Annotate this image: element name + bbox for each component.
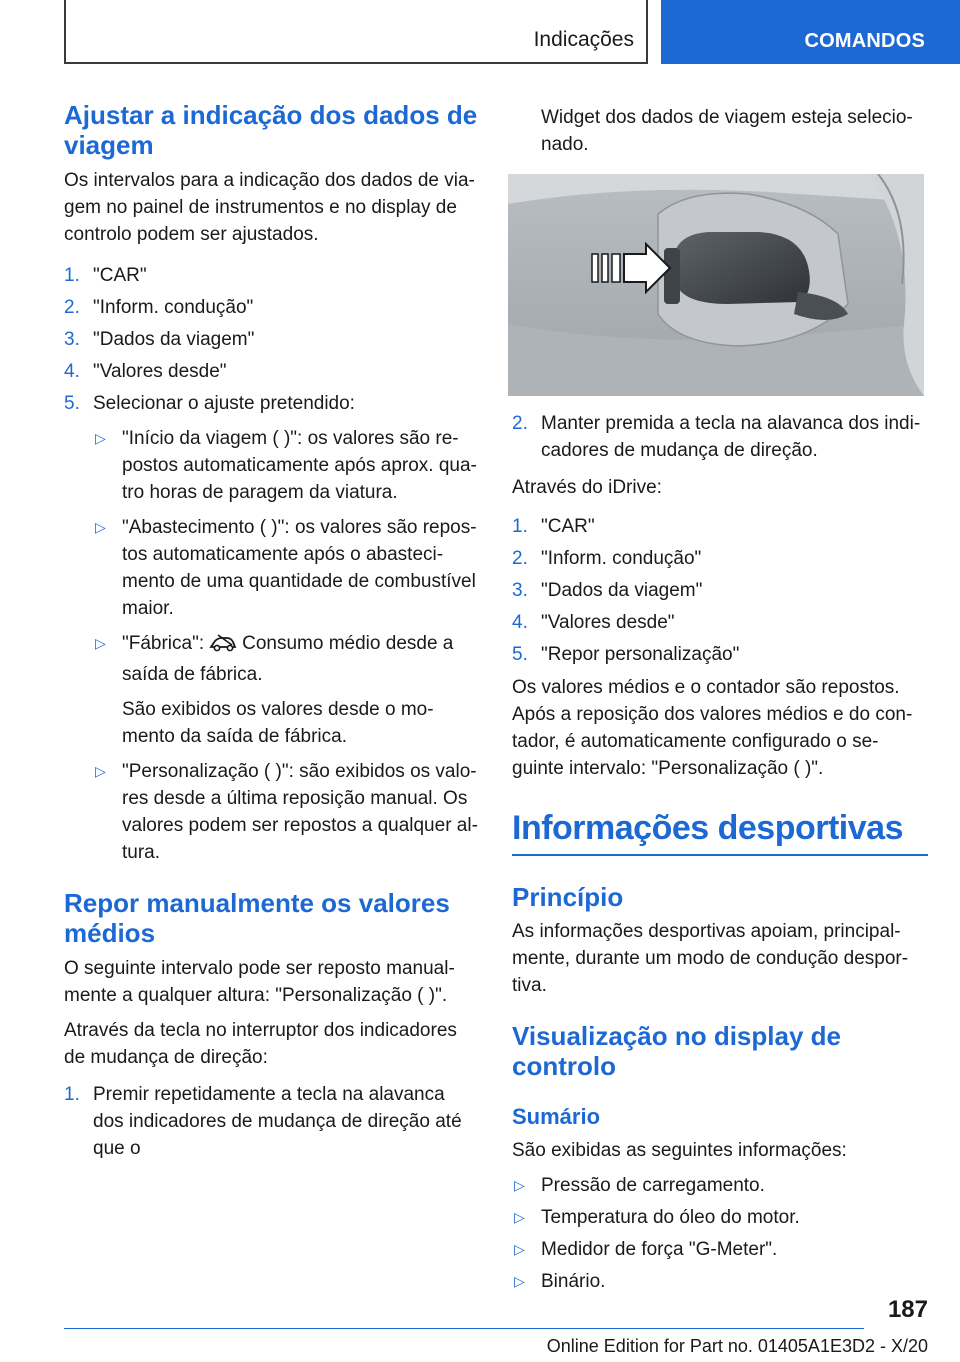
list-item: [64, 294, 480, 321]
paragraph-switch: Através da tecla no interruptor dos indicadores de mudança de direção:: [64, 1020, 457, 1068]
bullet-triangle-icon: ▷: [95, 763, 106, 779]
list-item: [512, 1236, 928, 1263]
options-list: [64, 425, 480, 866]
step-text: "Repor personalização": [541, 644, 740, 665]
step-text: Manter premida a tecla na alavanca dos indi-cadores de mudança de direção.: [541, 413, 921, 461]
bullet-triangle-icon: ▷: [95, 635, 106, 651]
bullet-triangle-icon: ▷: [514, 1273, 525, 1289]
option-refuel: "Abastecimento ( )": os valores são repos-tos automaticamente após o abasteci-mento de uma quantidade de combustível maior.: [122, 517, 477, 619]
header-section-title: Indicações: [533, 28, 634, 51]
step-number: 2.: [64, 297, 80, 318]
list-item: [512, 1204, 928, 1231]
heading-principle: Princípio: [512, 882, 624, 912]
page-number: 187: [887, 1296, 928, 1323]
option-factory-detail: São exibidos os valores desde o mo-mento da saída de fábrica.: [122, 699, 434, 747]
list-item: [512, 545, 928, 572]
steps-list-switch: [64, 1081, 480, 1162]
header-section-tab: [64, 0, 648, 64]
header-chapter-title: COMANDOS: [804, 30, 925, 52]
heading-sport-info: Informações desportivas: [512, 808, 928, 856]
header-chapter-tab: [661, 0, 960, 64]
step-number: 1.: [64, 1084, 80, 1105]
step-number: 2.: [512, 413, 528, 434]
footer-divider: [64, 1328, 864, 1329]
list-item: [64, 358, 480, 385]
step-number: 2.: [512, 548, 528, 569]
bullet-triangle-icon: ▷: [514, 1241, 525, 1257]
paragraph-reset-result: Os valores médios e o contador são repostos. Após a reposição dos valores médios e do con-tador, é automaticamente configurado o se-guinte intervalo: "Personalização ( )".: [512, 677, 913, 779]
list-item: [512, 513, 928, 540]
step-text: "CAR": [541, 516, 595, 537]
bullet-text: Medidor de força "G-Meter".: [541, 1239, 778, 1260]
step-text: Premir repetidamente a tecla na alavanca dos indicadores de mudança de direção até que o: [93, 1084, 462, 1159]
factory-car-icon: [208, 633, 238, 661]
steps-list-idrive: [512, 513, 928, 668]
bullet-triangle-icon: ▷: [514, 1177, 525, 1193]
list-item: [512, 1268, 928, 1295]
step-number: 4.: [512, 612, 528, 633]
list-item: [93, 425, 480, 506]
step-text: Selecionar o ajuste pretendido:: [93, 393, 355, 414]
bullet-triangle-icon: ▷: [95, 430, 106, 446]
bullet-text: Pressão de carregamento.: [541, 1175, 765, 1196]
bullet-text: Binário.: [541, 1271, 606, 1292]
list-item: [64, 1081, 480, 1162]
bullet-triangle-icon: ▷: [95, 519, 106, 535]
heading-trip-data: Ajustar a indicação dos dados de viagem: [64, 100, 478, 160]
list-item: [512, 609, 928, 636]
step-text: "Valores desde": [93, 361, 227, 382]
list-item: [512, 641, 928, 668]
option-factory-label: "Fábrica":: [122, 633, 205, 654]
steps-list: [64, 262, 480, 417]
list-item: [93, 514, 480, 622]
list-item: [512, 577, 928, 604]
bullet-text: Temperatura do óleo do motor.: [541, 1207, 800, 1228]
paragraph-reset: O seguinte intervalo pode ser reposto manual-mente a qualquer altura: "Personalização ( )".: [64, 958, 455, 1006]
step-number: 4.: [64, 361, 80, 382]
list-item: [93, 630, 480, 750]
sport-info-list: [512, 1172, 928, 1295]
step-number: 3.: [512, 580, 528, 601]
heading-reset-manual: Repor manualmente os valores médios: [64, 888, 450, 948]
turn-signal-lever-figure: [508, 174, 924, 396]
list-item: [93, 758, 480, 866]
paragraph-summary: São exibidas as seguintes informações:: [512, 1140, 847, 1161]
paragraph-principle: As informações desportivas apoiam, principal-mente, durante um modo de condução despor-tiva.: [512, 921, 909, 996]
footer-edition: Online Edition for Part no. 01405A1E3D2 - X/20: [546, 1336, 928, 1356]
step-text: "Valores desde": [541, 612, 675, 633]
step-text: "Inform. condução": [93, 297, 254, 318]
page-header: [0, 0, 960, 66]
step-text: "Dados da viagem": [541, 580, 703, 601]
step-text: "CAR": [93, 265, 147, 286]
lever-illustration: [508, 174, 924, 396]
paragraph-idrive: Através do iDrive:: [512, 477, 662, 498]
step-number: 3.: [64, 329, 80, 350]
paragraph-intro: Os intervalos para a indicação dos dados de via-gem no painel de instrumentos e no display de controlo podem ser ajustados.: [64, 170, 475, 245]
option-personal: "Personalização ( )": são exibidos os valo-res desde a última reposição manual. Os valores podem ser repostos a qualquer al-tura.: [122, 761, 478, 863]
step-number: 1.: [64, 265, 80, 286]
step-number: 5.: [64, 393, 80, 414]
heading-display: Visualização no display de controlo: [512, 1021, 841, 1081]
list-item: [512, 410, 928, 464]
steps-list-continued: [512, 410, 928, 464]
paragraph-continued: Widget dos dados de viagem esteja selecio-nado.: [541, 107, 913, 155]
list-item: [64, 390, 480, 417]
step-text: "Inform. condução": [541, 548, 702, 569]
option-factory-desc: Consumo médio desde a saída de fábrica.: [122, 633, 454, 685]
right-column: [512, 104, 928, 1295]
list-item: [64, 326, 480, 353]
left-column: [64, 100, 480, 1162]
option-trip-start: "Início da viagem ( )": os valores são re-postos automaticamente após aprox. qua-tro horas de paragem da viatura.: [122, 428, 477, 503]
heading-summary: Sumário: [512, 1104, 601, 1129]
list-item: [512, 1172, 928, 1199]
step-number: 1.: [512, 516, 528, 537]
step-text: "Dados da viagem": [93, 329, 255, 350]
bullet-triangle-icon: ▷: [514, 1209, 525, 1225]
step-number: 5.: [512, 644, 528, 665]
list-item: [64, 262, 480, 289]
